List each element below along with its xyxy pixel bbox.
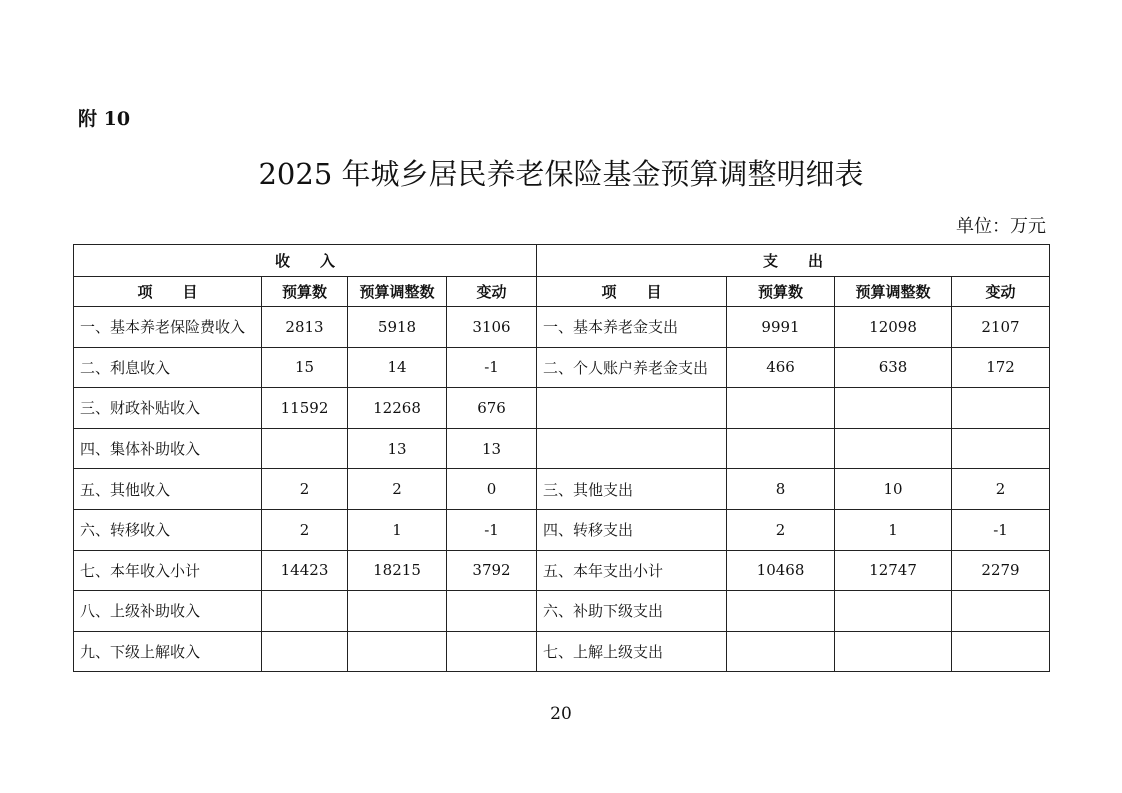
expense-budget-cell [727,631,835,672]
income-adjusted-cell: 18215 [348,550,447,591]
table-row [74,469,1050,510]
expense-change-cell [952,631,1050,672]
col-expense-budget: 预算数 [727,277,835,307]
income-budget-cell [262,631,348,672]
expense-adjusted-cell [835,631,952,672]
expense-change-cell: 2279 [952,550,1050,591]
income-change-cell: -1 [447,347,537,388]
income-item-cell: 二、利息收入 [74,347,262,388]
income-adjusted-cell: 1 [348,509,447,550]
income-adjusted-cell [348,631,447,672]
income-change-cell: 3106 [447,307,537,348]
income-item-cell: 九、下级上解收入 [74,631,262,672]
income-change-cell: -1 [447,509,537,550]
expense-budget-cell: 8 [727,469,835,510]
section-header-row [74,245,1050,277]
expense-adjusted-cell: 638 [835,347,952,388]
income-adjusted-cell [348,591,447,632]
income-change-cell [447,631,537,672]
table-row [74,591,1050,632]
col-income-item: 项 目 [74,277,262,307]
income-item-cell: 六、转移收入 [74,509,262,550]
expense-item-cell: 四、转移支出 [537,509,727,550]
expense-adjusted-cell: 12747 [835,550,952,591]
expense-item-cell: 七、上解上级支出 [537,631,727,672]
expense-adjusted-cell [835,591,952,632]
table-row [74,550,1050,591]
col-expense-adjusted: 预算调整数 [835,277,952,307]
budget-table [73,244,1050,672]
expense-adjusted-cell: 10 [835,469,952,510]
income-item-cell: 八、上级补助收入 [74,591,262,632]
expense-item-cell: 五、本年支出小计 [537,550,727,591]
col-income-change: 变动 [447,277,537,307]
expense-item-cell: 二、个人账户养老金支出 [537,347,727,388]
expense-budget-cell: 2 [727,509,835,550]
expense-budget-cell: 10468 [727,550,835,591]
income-adjusted-cell: 12268 [348,388,447,429]
income-adjusted-cell: 14 [348,347,447,388]
expense-budget-cell [727,591,835,632]
income-header: 收 入 [74,245,537,277]
expense-change-cell: 2107 [952,307,1050,348]
income-budget-cell: 2 [262,509,348,550]
col-expense-item: 项 目 [537,277,727,307]
expense-adjusted-cell: 1 [835,509,952,550]
expense-budget-cell [727,428,835,469]
expense-adjusted-cell [835,428,952,469]
unit-label: 单位：万元 [956,216,1046,237]
income-item-cell: 三、财政补贴收入 [74,388,262,429]
income-budget-cell: 11592 [262,388,348,429]
income-budget-cell: 14423 [262,550,348,591]
income-change-cell [447,591,537,632]
income-item-cell: 五、其他收入 [74,469,262,510]
income-budget-cell [262,591,348,632]
expense-change-cell [952,591,1050,632]
expense-item-cell [537,388,727,429]
income-adjusted-cell: 5918 [348,307,447,348]
table-row [74,509,1050,550]
income-change-cell: 13 [447,428,537,469]
col-income-budget: 预算数 [262,277,348,307]
income-item-cell: 七、本年收入小计 [74,550,262,591]
page-number: 20 [550,704,572,724]
income-budget-cell [262,428,348,469]
income-budget-cell: 2 [262,469,348,510]
document-title: 2025 年城乡居民养老保险基金预算调整明细表 [258,157,864,191]
expense-change-cell: 2 [952,469,1050,510]
expense-change-cell [952,388,1050,429]
expense-item-cell [537,428,727,469]
income-budget-cell: 15 [262,347,348,388]
annex-label: 附 10 [78,108,131,130]
expense-budget-cell: 466 [727,347,835,388]
income-adjusted-cell: 13 [348,428,447,469]
table-row [74,631,1050,672]
table-row [74,428,1050,469]
income-item-cell: 一、基本养老保险费收入 [74,307,262,348]
expense-budget-cell [727,388,835,429]
table-row [74,388,1050,429]
income-change-cell: 676 [447,388,537,429]
expense-budget-cell: 9991 [727,307,835,348]
table-row [74,307,1050,348]
income-change-cell: 3792 [447,550,537,591]
expense-change-cell: -1 [952,509,1050,550]
expense-adjusted-cell: 12098 [835,307,952,348]
col-income-adjusted: 预算调整数 [348,277,447,307]
expense-item-cell: 六、补助下级支出 [537,591,727,632]
income-item-cell: 四、集体补助收入 [74,428,262,469]
income-adjusted-cell: 2 [348,469,447,510]
expense-item-cell: 三、其他支出 [537,469,727,510]
expense-change-cell: 172 [952,347,1050,388]
income-change-cell: 0 [447,469,537,510]
expense-change-cell [952,428,1050,469]
income-budget-cell: 2813 [262,307,348,348]
expense-header: 支 出 [537,245,1050,277]
table-row [74,347,1050,388]
column-header-row [74,277,1050,307]
col-expense-change: 变动 [952,277,1050,307]
expense-item-cell: 一、基本养老金支出 [537,307,727,348]
expense-adjusted-cell [835,388,952,429]
